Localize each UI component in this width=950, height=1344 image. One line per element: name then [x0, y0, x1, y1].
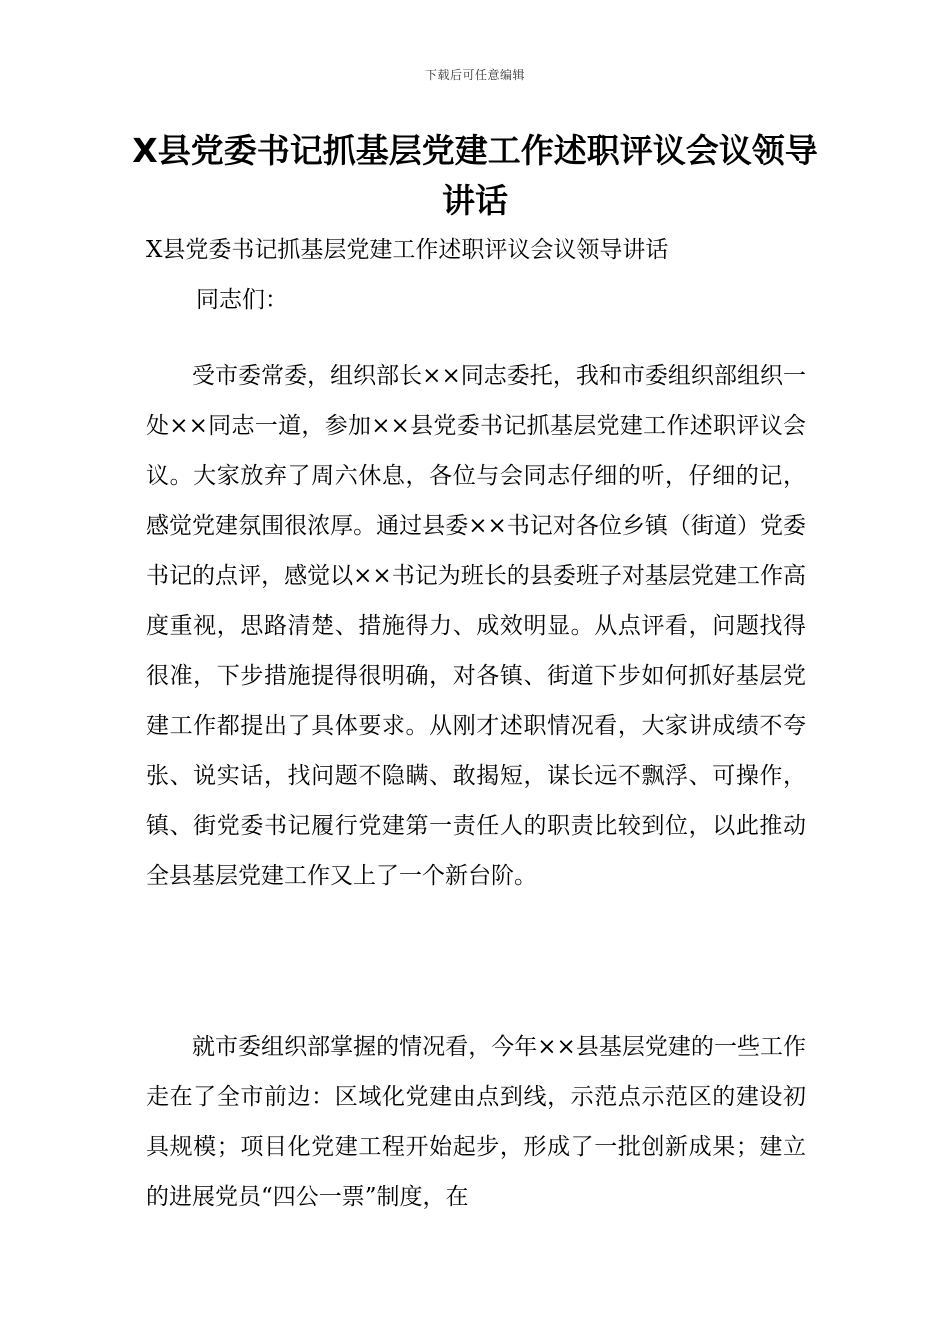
document-title: X县党委书记抓基层党建工作述职评议会议领导讲话 [132, 131, 818, 220]
header-note: 下载后可任意编辑 [424, 68, 525, 82]
body-paragraph-1: 受市委常委，组织部长××同志委托，我和市委组织部组织一处××同志一道，参加××县党委书记抓基层党建工作述职评议会议。大家放弃了周六休息，各位与会同志仔细的听，仔细的记，感觉党建氛围很浓厚。通过县委××书记对各位乡镇（街道）党委书记的点评，感觉以××书记为班长的县委班子对基层党建工作高度重视，思路清楚、措施得力、成效明显。从点评看，问题找得很准，下步措施提得很明确，对各镇、街道下步如何抓好基层党建工作都提出了具体要求。从刚才述职情况看，大家讲成绩不夸张、说实话，找问题不隐瞒、敢揭短，谋长远不飘浮、可操作，镇、街党委书记履行党建第一责任人的职责比较到位，以此推动全县基层党建工作又上了一个新台阶。 [146, 363, 806, 889]
greeting: 同志们： [196, 287, 288, 313]
body-paragraph-2: 就市委组织部掌握的情况看，今年××县基层党建的一些工作走在了全市前边：区域化党建由点到线，示范点示范区的建设初具规模；项目化党建工程开始起步，形成了一批创新成果；建立的进展党员“四公一票”制度，在 [146, 1034, 806, 1210]
document-subtitle: X县党委书记抓基层党建工作述职评议会议领导讲话 [146, 237, 669, 263]
